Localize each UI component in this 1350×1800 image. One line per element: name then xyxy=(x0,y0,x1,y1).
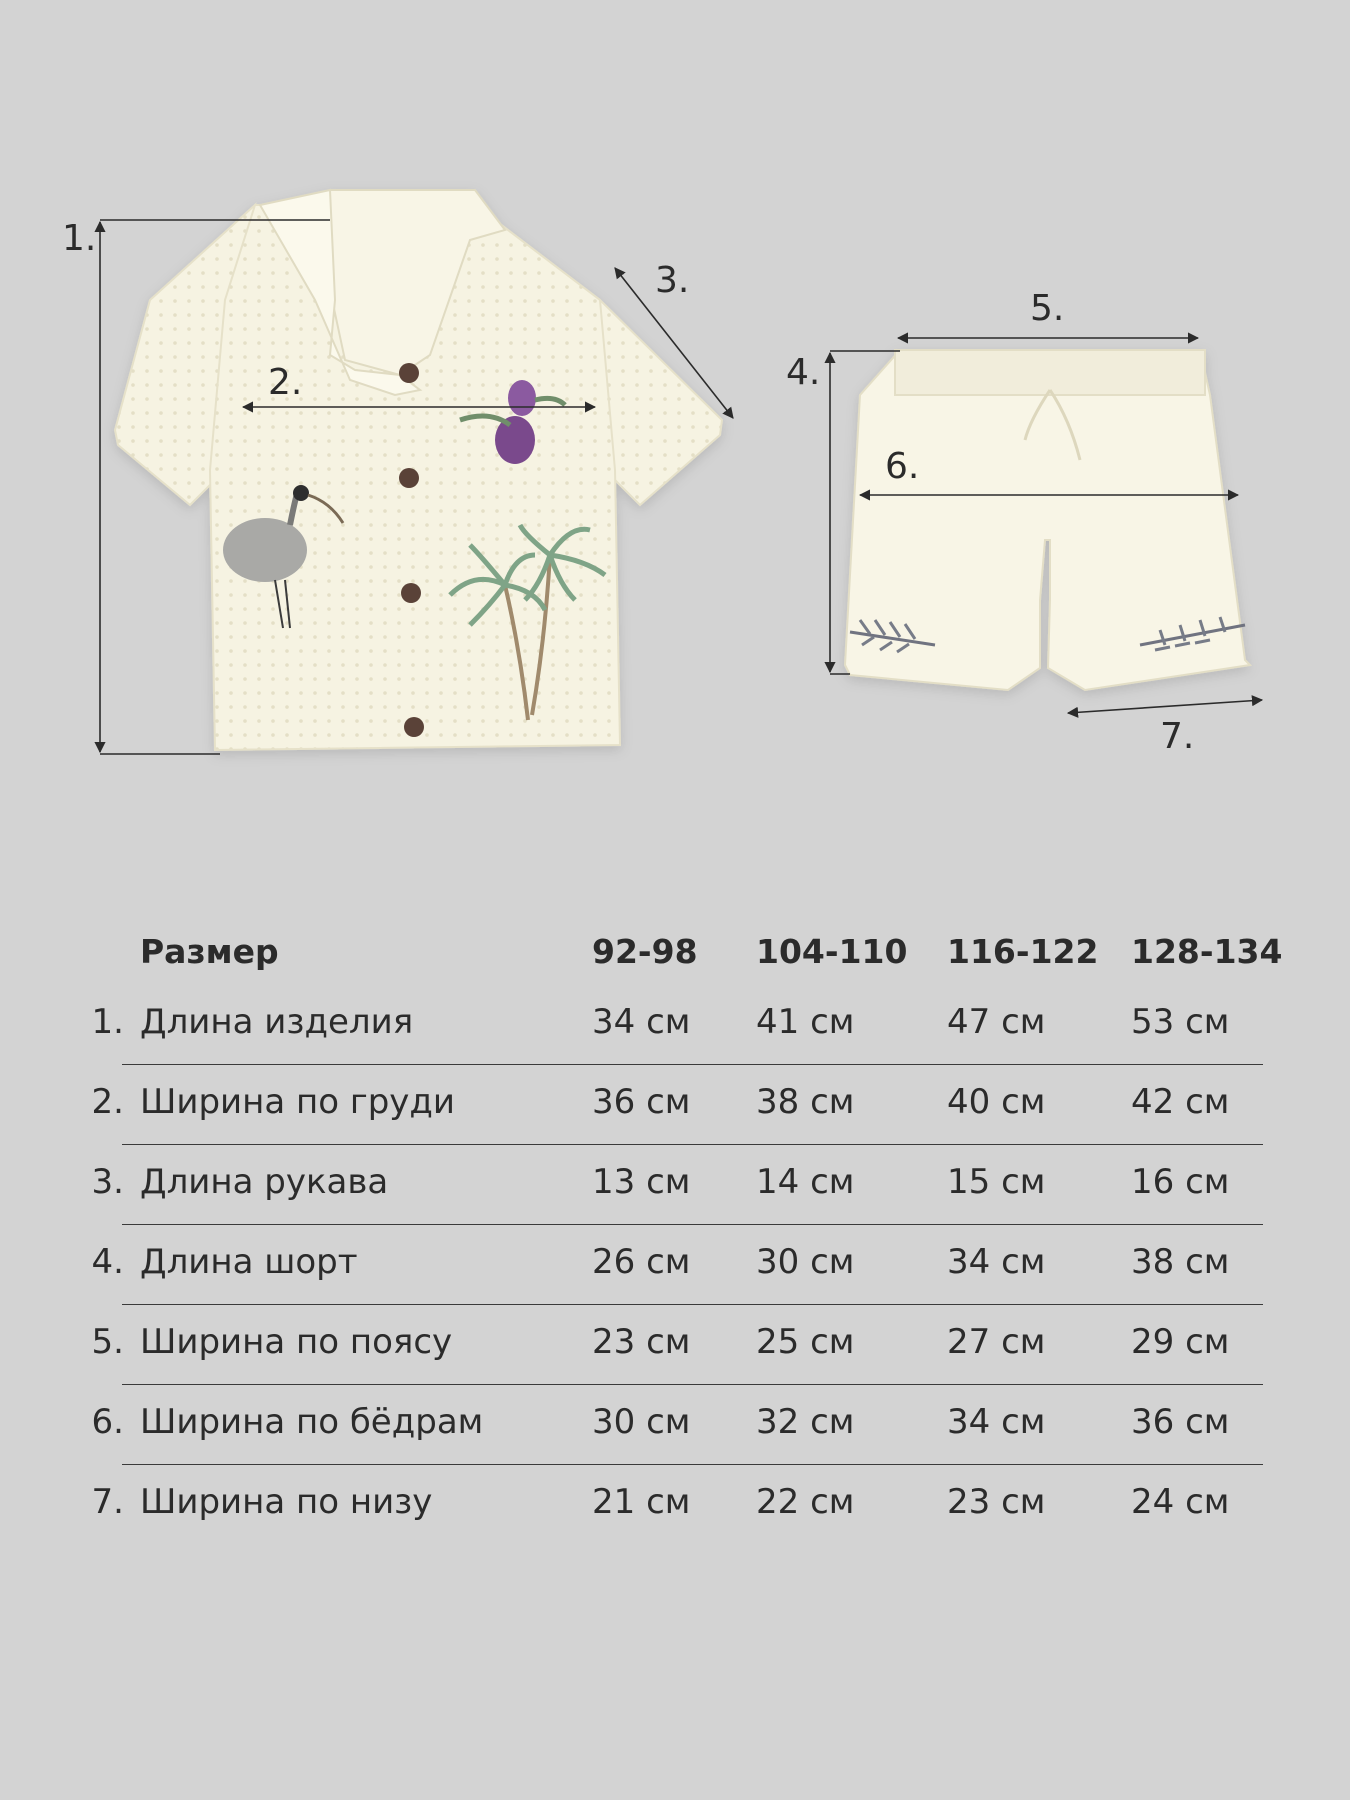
row-param: Длина шорт xyxy=(140,1242,358,1282)
row-value: 36 см xyxy=(1131,1402,1230,1442)
row-value: 21 см xyxy=(592,1482,691,1522)
row-value: 41 см xyxy=(756,1002,855,1042)
size-header-1: 92-98 xyxy=(592,932,698,971)
row-value: 25 см xyxy=(756,1322,855,1362)
row-value: 23 см xyxy=(947,1482,1046,1522)
row-param: Ширина по низу xyxy=(140,1482,433,1522)
row-number: 1. xyxy=(91,1002,124,1042)
row-value: 34 см xyxy=(947,1242,1046,1282)
row-value: 22 см xyxy=(756,1482,855,1522)
row-value: 32 см xyxy=(756,1402,855,1442)
row-value: 42 см xyxy=(1131,1082,1230,1122)
measurement-label-1: 1. xyxy=(62,218,97,259)
row-param: Длина рукава xyxy=(140,1162,389,1202)
row-value: 13 см xyxy=(592,1162,691,1202)
row-param: Ширина по груди xyxy=(140,1082,456,1122)
row-value: 34 см xyxy=(947,1402,1046,1442)
row-number: 7. xyxy=(91,1482,124,1522)
table-row xyxy=(0,1382,1350,1462)
row-value: 30 см xyxy=(756,1242,855,1282)
row-number: 5. xyxy=(91,1322,124,1362)
row-value: 14 см xyxy=(756,1162,855,1202)
table-row xyxy=(0,1302,1350,1382)
measurement-label-2: 2. xyxy=(268,362,303,403)
row-value: 16 см xyxy=(1131,1162,1230,1202)
row-value: 24 см xyxy=(1131,1482,1230,1522)
measurement-label-3: 3. xyxy=(655,260,690,301)
row-value: 15 см xyxy=(947,1162,1046,1202)
row-value: 34 см xyxy=(592,1002,691,1042)
measurement-label-7: 7. xyxy=(1160,716,1195,757)
table-row xyxy=(0,1062,1350,1142)
row-param: Ширина по поясу xyxy=(140,1322,453,1362)
row-value: 38 см xyxy=(756,1082,855,1122)
table-row xyxy=(0,982,1350,1062)
garment-illustration xyxy=(0,0,1350,800)
size-header-4: 128-134 xyxy=(1131,932,1283,971)
row-value: 47 см xyxy=(947,1002,1046,1042)
row-value: 40 см xyxy=(947,1082,1046,1122)
row-number: 4. xyxy=(91,1242,124,1282)
row-value: 38 см xyxy=(1131,1242,1230,1282)
row-number: 2. xyxy=(91,1082,124,1122)
table-row xyxy=(0,1222,1350,1302)
garment-diagram xyxy=(0,0,1350,800)
row-value: 29 см xyxy=(1131,1322,1230,1362)
row-value: 23 см xyxy=(592,1322,691,1362)
row-value: 36 см xyxy=(592,1082,691,1122)
shorts-illustration xyxy=(845,350,1250,690)
measurement-label-5: 5. xyxy=(1030,288,1065,329)
row-param: Длина изделия xyxy=(140,1002,414,1042)
table-row xyxy=(0,1462,1350,1542)
size-header-label: Размер xyxy=(140,932,279,971)
size-header-2: 104-110 xyxy=(756,932,908,971)
shirt-illustration xyxy=(115,190,722,750)
measurement-label-4: 4. xyxy=(786,352,821,393)
row-param: Ширина по бёдрам xyxy=(140,1402,484,1442)
row-value: 27 см xyxy=(947,1322,1046,1362)
table-row xyxy=(0,1142,1350,1222)
size-header-3: 116-122 xyxy=(947,932,1099,971)
row-number: 6. xyxy=(91,1402,124,1442)
row-value: 26 см xyxy=(592,1242,691,1282)
row-value: 53 см xyxy=(1131,1002,1230,1042)
row-number: 3. xyxy=(91,1162,124,1202)
row-value: 30 см xyxy=(592,1402,691,1442)
size-table-header xyxy=(0,912,1350,992)
measurement-label-6: 6. xyxy=(885,446,920,487)
